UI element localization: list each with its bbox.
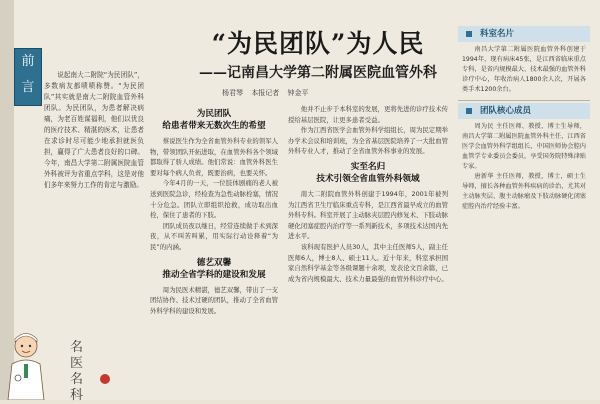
article-column-2 xyxy=(288,104,448,284)
calligraphy-char: 名 xyxy=(70,372,84,387)
calligraphy-char: 医 xyxy=(70,356,84,371)
dept-card-title: 科室名片 xyxy=(458,26,590,42)
paragraph: 他并不止步于本科室的发展，更将先进的诊疗技术传授给基层医院，让更多患者受益。 xyxy=(288,105,448,124)
paragraph: 今年4月的一天，一位肢体剧痛的老人被送到医院急诊，经检查为急性动脉栓塞，情况十分危急。团队立即组织抢救，成功取出血栓，保住了患者的下肢。 xyxy=(150,179,278,220)
paragraph: 周为民医术精湛，德艺双馨，带出了一支团结协作、技术过硬的团队，推动了全省血管外科学科的建设和发展。 xyxy=(150,285,278,315)
headline-title: “为民团队”为人民 xyxy=(211,29,425,58)
subhead-2-line-1: 德艺双馨 xyxy=(196,257,232,268)
right-sidebar xyxy=(458,26,590,215)
paragraph: 作为江西省医学会血管外科学组组长，周为民定期举办学术会议和培训班，为全省基层医院培养了一大批血管外科专业人才，推动了全省血管外科事业的发展。 xyxy=(288,126,448,156)
paragraph: 该科现有医护人员30人，其中主任医师5人，副主任医师6人，博士8人、硕士11人。近十年来，科室承担国家自然科学基金等各级课题十余项，发表论文百余篇，已成为省内规模最大、技术力量最强的血管外科诊疗中心。 xyxy=(288,242,448,283)
subhead-1-line-2: 给患者带来无数次生的希望 xyxy=(162,121,266,131)
team-members-body xyxy=(458,119,590,215)
headline-subtitle: ——记南昌大学第二附属医院血管外科 xyxy=(199,65,437,81)
calligraphy-char: 科 xyxy=(70,388,84,403)
foreword-label: 前 言 xyxy=(21,54,35,95)
paragraph: 团队成员夜以继日，经常连续做手术到深夜，从不叫苦叫累，用实际行动诠释着“为民”的内涵。 xyxy=(150,221,278,251)
member-bio: 周为民 主任医师、教授、博士生导师，南昌大学第二附属医院血管外科主任，江西省医学会血管外科学组组长，中国医师协会腔内血管学专业委员会委员，享受国务院特殊津贴专家。 xyxy=(462,123,586,170)
red-seal-dot xyxy=(100,374,110,384)
team-members-title: 团队核心成员 xyxy=(458,103,590,119)
dept-card-text: 南昌大学第二附属医院血管外科创建于1994年，现有病床45张，是江西省临床重点专科，是省内规模最大、技术最强的血管外科诊疗中心，年收治病人1800余人次，开展各类手术1200余台。 xyxy=(462,46,586,93)
paragraph: 南大二附院血管外科创建于1994年，2001年被列为江西省卫生厅临床重点专科，是江西省最早成立的血管外科专科。科室开展了主动脉夹层腔内修复术、下肢动脉硬化闭塞症腔内治疗等一系列新技术，多项技术达国内先进水平。 xyxy=(288,189,448,241)
calligraphy-seal xyxy=(70,340,106,403)
subhead-1-line-1: 为民团队 xyxy=(196,109,232,119)
calligraphy-char: 名 xyxy=(70,340,84,355)
article-column-1 xyxy=(150,104,278,316)
member-bio: 唐新华 主任医师，教授，博士，硕士生导师，擅长各种血管外科疾病的诊治，尤其对主动脉夹层、腹主动脉瘤及下肢动脉硬化闭塞症腔内治疗经验丰富。 xyxy=(462,173,586,210)
dept-card-body xyxy=(458,42,590,98)
headline-block xyxy=(148,24,488,82)
foreword-text: 说起南大二附院“为民团队”，多数病友都啧啧称赞。“为民团队”其实就是南大二附院血管外科团队。为民团队，为患者解决病痛，为老百姓谋福利，他们以优良的医疗技术、精湛的医术，让患者在求诊时尽可能少地承担就医负担，赢得了广大患者良好的口碑。今年，南昌大学第二附属医院血管外科被评为省重点学科，这是对他们多年来努力工作的肯定与激励。 xyxy=(44,71,144,189)
paragraph: 蔡说医生作为全省血管外科专业的领军人物，带领团队开拓进取，在血管外科各个领域都取得了骄人成绩。他们常说：血管外科医生要对每个病人负责，既要治病，也要关怀。 xyxy=(150,137,278,177)
foreword-column xyxy=(44,70,144,191)
subhead-2-line-2: 推动全省学科的建设和发展 xyxy=(162,269,266,280)
byline: 杨君琴 本报记者 钟金平 xyxy=(222,89,309,97)
doctor-illustration xyxy=(2,330,50,400)
subhead-3-line-2: 技术引领全省血管外科领域 xyxy=(316,173,420,184)
subhead-3-line-1: 实至名归 xyxy=(350,161,386,172)
divider xyxy=(458,100,590,101)
foreword-label-box xyxy=(14,48,42,106)
